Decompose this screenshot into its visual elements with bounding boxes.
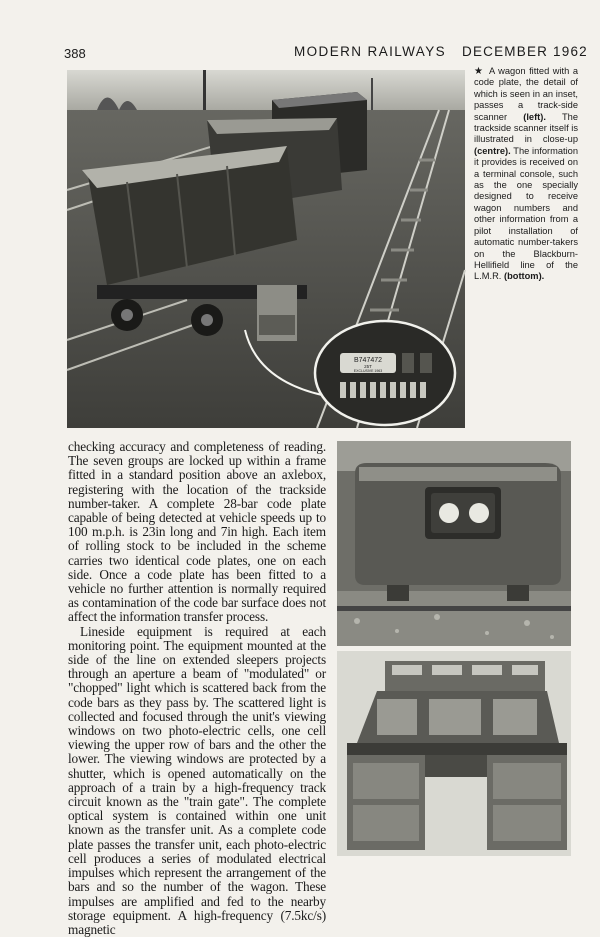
caption-bottom-ref: (bottom).	[503, 271, 545, 282]
paragraph: Lineside equipment is required at each monitoring point. The equipment mounted at the side of the line on extended sleepers projects through an aperture a beam of "modulated" or "chopped" light which is scattered back from the code bars as they pass by. The scattered light is collected and focused through the unit's viewing windows on two photo-electric cells, one cell viewing the upper row of bars and the other the lower. The viewing windows are protected by a shutter, which is opened automatically on the approach of a train by a high-frequency track circuit known as the "train gate". The complete optical system is contained within one unit known as the transfer unit. As a complete code plate passes the transfer unit, each photo-electric cell produces a series of modulated electrical impulses which represent the arrangement of the bars and so the number of the wagon. These impulses are amplified and fed to the nearby storage equipment. A high-frequency (7.5kc/s) magnetic	[68, 623, 326, 937]
paragraph: checking accuracy and completeness of reading. The seven groups are locked up within a frame fitted in a standard position above an axlebox, registering with the location of the trackside number-taker. A complete 28-bar code plate capable of being detected at vehicle speeds up to 100 m.p.h. is 23in long and 7in high. Each item of rolling stock to be included in the scheme carries two identical code plates, one on each side. Once a code plate has been fitted to a vehicle no further attention is normally required as contamination of the code bar surface does not affect the information transfer process.	[68, 439, 326, 625]
wagon-photo	[67, 70, 465, 428]
caption-part-2: The trackside scanner itself is illustrated in close-up	[474, 111, 578, 145]
star-icon: ★	[474, 66, 484, 77]
photo-caption	[474, 66, 578, 283]
inset-plate-number: B747472	[353, 357, 383, 364]
caption-left-ref: (left).	[523, 111, 546, 122]
scanner-photo	[337, 441, 571, 646]
issue-date: DECEMBER 1962	[462, 44, 588, 59]
magazine-title: MODERN RAILWAYS	[294, 44, 447, 59]
inset-plate-tonnage: 25T	[364, 364, 372, 369]
caption-part-3: The information it provides is received on a terminal console, such as the one specially designed to receive wagon numbers and other information from a pilot installation of automatic number-takers on the Blackburn-Hellifield line of the L.M.R.	[474, 145, 579, 282]
caption-centre-ref: (centre).	[474, 145, 511, 156]
console-photo	[337, 651, 571, 856]
caption-part-1: A wagon fitted with a code plate, the detail of which is seen in an inset, passes a track-side scanner	[474, 66, 578, 122]
article-body	[68, 439, 326, 937]
inset-plate-note: EXCLUSIVE 1963	[353, 369, 383, 373]
page-number: 388	[64, 46, 86, 61]
